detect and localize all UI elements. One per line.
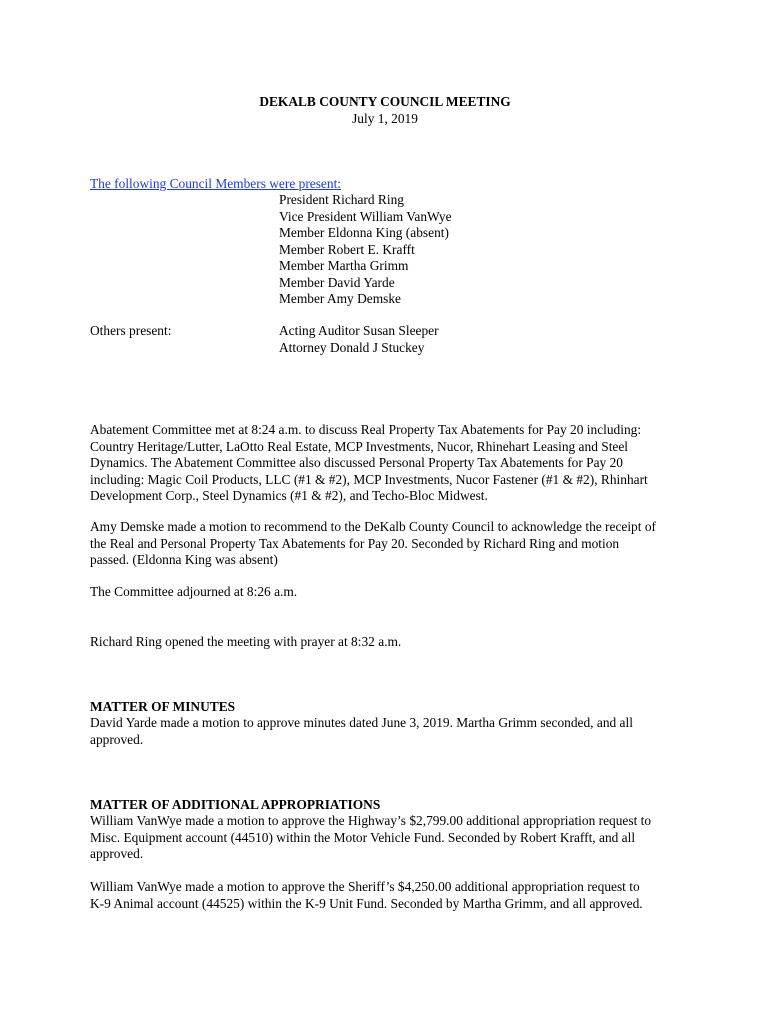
prayer-paragraph: Richard Ring opened the meeting with prayer at 8:32 a.m. [90, 634, 402, 649]
member-item: Member Eldonna King (absent) [279, 225, 449, 240]
paragraph-line: Dynamics. The Abatement Committee also discussed Personal Property Tax Abatements for Pay 20 [90, 455, 623, 470]
paragraph-line: Misc. Equipment account (44510) within the Motor Vehicle Fund. Seconded by Robert Krafft, and all [90, 829, 636, 845]
paragraph-line: Abatement Committee met at 8:24 a.m. to discuss Real Property Tax Abatements for Pay 20 including: [90, 422, 642, 437]
appropriation-item-1 [90, 813, 690, 863]
paragraph-line: David Yarde made a motion to approve minutes dated June 3, 2019. Martha Grimm seconded, and all [90, 715, 633, 730]
paragraph-line: Development Corp., Steel Dynamics (#1 & #2), and Techo-Bloc Midwest. [90, 488, 488, 503]
abatement-paragraph [90, 422, 690, 505]
document-title: DEKALB COUNTY COUNCIL MEETING [259, 94, 511, 109]
members-present-heading[interactable]: The following Council Members were present: [90, 176, 342, 191]
motion-paragraph [90, 519, 690, 569]
member-item: Member Martha Grimm [279, 258, 409, 273]
paragraph-line: William VanWye made a motion to approve the Highway’s $2,799.00 additional appropriation request to [90, 813, 652, 828]
paragraph-line: including: Magic Coil Products, LLC (#1 & #2), MCP Investments, Nucor Fastener (#1 & #2), Rhinhart [90, 471, 648, 487]
other-attendee-item: Acting Auditor Susan Sleeper [279, 323, 439, 338]
adjourned-paragraph: The Committee adjourned at 8:26 a.m. [90, 584, 298, 599]
paragraph-line: approved. [90, 731, 144, 747]
minutes-heading: MATTER OF MINUTES [90, 699, 236, 714]
paragraph-line: William VanWye made a motion to approve the Sheriff’s $4,250.00 additional appropriation request to [90, 879, 640, 894]
paragraph-line: passed. (Eldonna King was absent) [90, 552, 278, 567]
minutes-paragraph [90, 715, 690, 748]
members-list [279, 192, 452, 308]
paragraph-line: the Real and Personal Property Tax Abatements for Pay 20. Seconded by Richard Ring and motion [90, 535, 620, 551]
member-item: Member David Yarde [279, 274, 395, 290]
paragraph-line: Amy Demske made a motion to recommend to the DeKalb County Council to acknowledge the receipt of [90, 519, 656, 534]
member-item: President Richard Ring [279, 192, 404, 207]
others-present-label: Others present: [90, 323, 172, 338]
others-list [279, 323, 439, 356]
document-header [0, 94, 770, 127]
meeting-date: July 1, 2019 [352, 110, 418, 126]
appropriation-item-2 [90, 879, 690, 912]
paragraph-line: Country Heritage/Lutter, LaOtto Real Estate, MCP Investments, Nucor, Rhinehart Leasing and Steel [90, 438, 629, 454]
appropriations-heading: MATTER OF ADDITIONAL APPROPRIATIONS [90, 797, 381, 812]
other-attendee-item: Attorney Donald J Stuckey [279, 339, 425, 355]
paragraph-line: approved. [90, 846, 144, 861]
paragraph-line: K-9 Animal account (44525) within the K-9 Unit Fund. Seconded by Martha Grimm, and all approved. [90, 895, 643, 911]
member-item: Member Robert E. Krafft [279, 241, 415, 257]
member-item: Vice President William VanWye [279, 208, 452, 224]
member-item: Member Amy Demske [279, 291, 401, 306]
